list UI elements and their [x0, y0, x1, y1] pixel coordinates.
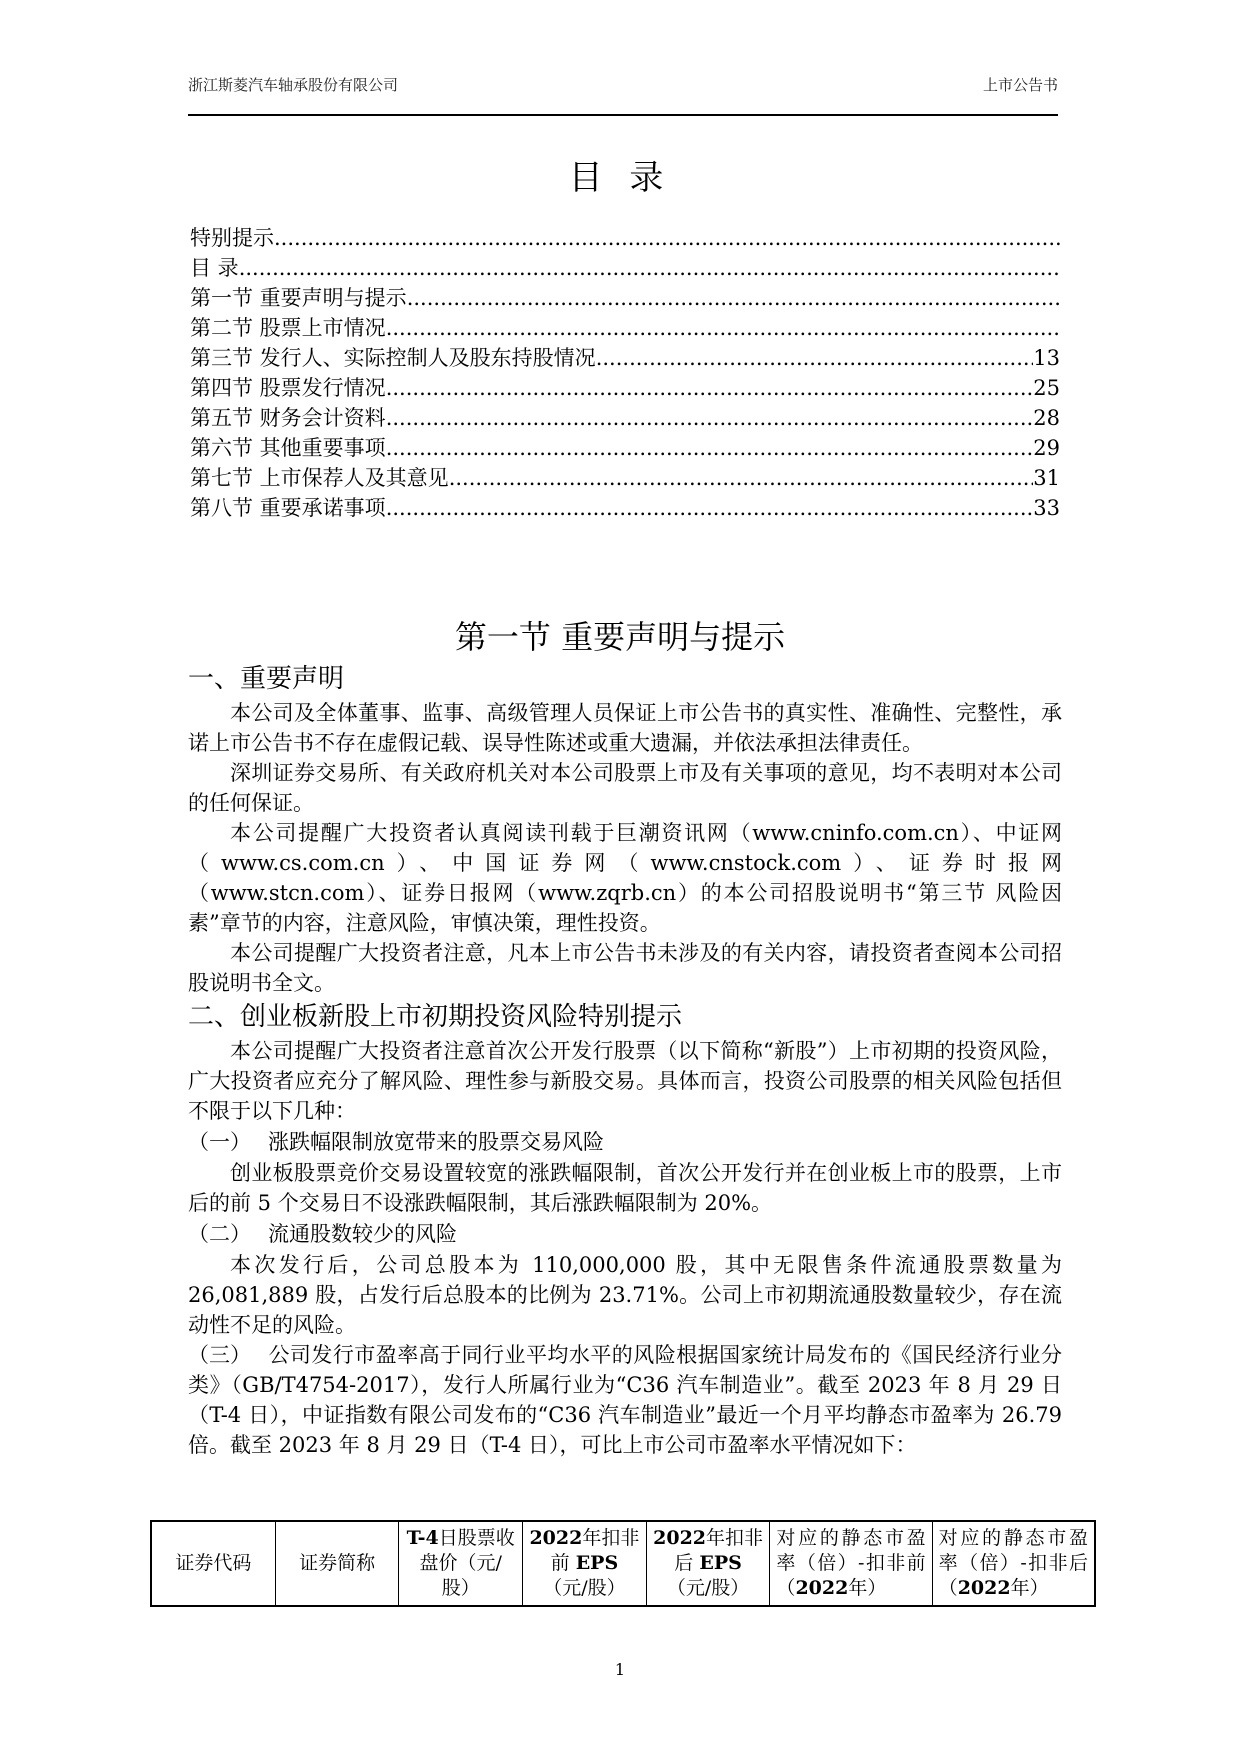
- paragraph: 创业板股票竞价交易设置较宽的涨跌幅限制，首次公开发行并在创业板上市的股票，上市后的前 5 个交易日不设涨跌幅限制，其后涨跌幅限制为 20%。: [188, 1161, 1062, 1215]
- toc-item[interactable]: 第一节 重要声明与提示 .....: [190, 283, 1060, 313]
- subheading-price-limit-risk: （一） 涨跌幅限制放宽带来的股票交易风险: [188, 1130, 604, 1154]
- header-doc-type: 上市公告书: [982, 76, 1058, 94]
- section-body: [188, 660, 1062, 1460]
- heading-risk-notice: 二、创业板新股上市初期投资风险特别提示: [188, 1002, 683, 1032]
- col-eps-post: 2022年扣非后 EPS（元/股）: [646, 1521, 770, 1606]
- paragraph: 本公司提醒广大投资者认真阅读刊载于巨潮资讯网（www.cninfo.com.cn）、中证网（www.cs.com.cn）、中国证券网（www.cnstock.com）、证券时报网（www.stcn.com）、证券日报网（www.zqrb.cn）的本公司招股说明书“第三节 风险因素”章节的内容，注意风险，审慎决策，理性投资。: [188, 821, 1062, 935]
- toc-item[interactable]: 第七节 上市保荐人及其意见 ..... 31: [190, 463, 1060, 493]
- pe-comparison-table: [150, 1520, 1096, 1607]
- paragraph: 本公司提醒广大投资者注意首次公开发行股票（以下简称“新股”）上市初期的投资风险，广大投资者应充分了解风险、理性参与新股交易。具体而言，投资公司股票的相关风险包括但不限于以下几种：: [188, 1039, 1062, 1123]
- section-title: 第一节 重要声明与提示: [454, 618, 786, 656]
- heading-important-statement: 一、重要声明: [188, 664, 345, 694]
- toc-item[interactable]: 第四节 股票发行情况 ..... 25: [190, 373, 1060, 403]
- header-company: 浙江斯菱汽车轴承股份有限公司: [188, 76, 399, 94]
- table-of-contents: [190, 223, 1060, 523]
- toc-item[interactable]: 特别提示 .....: [190, 223, 1060, 253]
- toc-item[interactable]: 第三节 发行人、实际控制人及股东持股情况 ..... 13: [190, 343, 1060, 373]
- toc-item[interactable]: 目 录 .....: [190, 253, 1060, 283]
- page-number: 1: [614, 1660, 626, 1679]
- paragraph: 本公司提醒广大投资者注意，凡本上市公告书未涉及的有关内容，请投资者查阅本公司招股说明书全文。: [188, 941, 1062, 995]
- toc-item[interactable]: 第五节 财务会计资料 ..... 28: [190, 403, 1060, 433]
- col-pe-post: 对应的静态市盈率（倍）-扣非后（2022年）: [932, 1521, 1095, 1606]
- toc-item[interactable]: 第八节 重要承诺事项 ..... 33: [190, 493, 1060, 523]
- table-header-row: [151, 1521, 1095, 1606]
- header-rule: [188, 114, 1058, 116]
- paragraph: 本公司及全体董事、监事、高级管理人员保证上市公告书的真实性、准确性、完整性，承诺上市公告书不存在虚假记载、误导性陈述或重大遗漏，并依法承担法律责任。: [188, 701, 1062, 755]
- col-name: 证券简称: [275, 1521, 399, 1606]
- col-price: T-4日股票收盘价（元/股）: [399, 1521, 523, 1606]
- col-code: 证券代码: [151, 1521, 275, 1606]
- col-eps-pre: 2022年扣非前 EPS（元/股）: [523, 1521, 647, 1606]
- paragraph: 本次发行后，公司总股本为 110,000,000 股，其中无限售条件流通股票数量为 26,081,889 股，占发行后总股本的比例为 23.71%。公司上市初期流通股数量较少，存在流动性不足的风险。: [188, 1253, 1062, 1337]
- subheading-float-risk: （二） 流通股数较少的风险: [188, 1222, 457, 1246]
- paragraph: 深圳证券交易所、有关政府机关对本公司股票上市及有关事项的意见，均不表明对本公司的任何保证。: [188, 761, 1062, 815]
- toc-item[interactable]: 第二节 股票上市情况 .....: [190, 313, 1060, 343]
- toc-item[interactable]: 第六节 其他重要事项 ..... 29: [190, 433, 1060, 463]
- paragraph-pe-risk: （三） 公司发行市盈率高于同行业平均水平的风险根据国家统计局发布的《国民经济行业分类》（GB/T4754-2017），发行人所属行业为“C36 汽车制造业”。截至 2023 年 8 月 29 日（T-4 日），中证指数有限公司发布的“C36 汽车制造业”最近一个月平均静态市盈率为 26.79 倍。截至 2023 年 8 月 29 日（T-4 日），可比上市公司市盈率水平情况如下：: [188, 1343, 1062, 1457]
- subheading-pe-risk: （三） 公司发行市盈率高于同行业平均水平的风险: [188, 1343, 677, 1367]
- col-pe-pre: 对应的静态市盈率（倍）-扣非前（2022年）: [770, 1521, 932, 1606]
- toc-title: 目 录: [568, 158, 672, 198]
